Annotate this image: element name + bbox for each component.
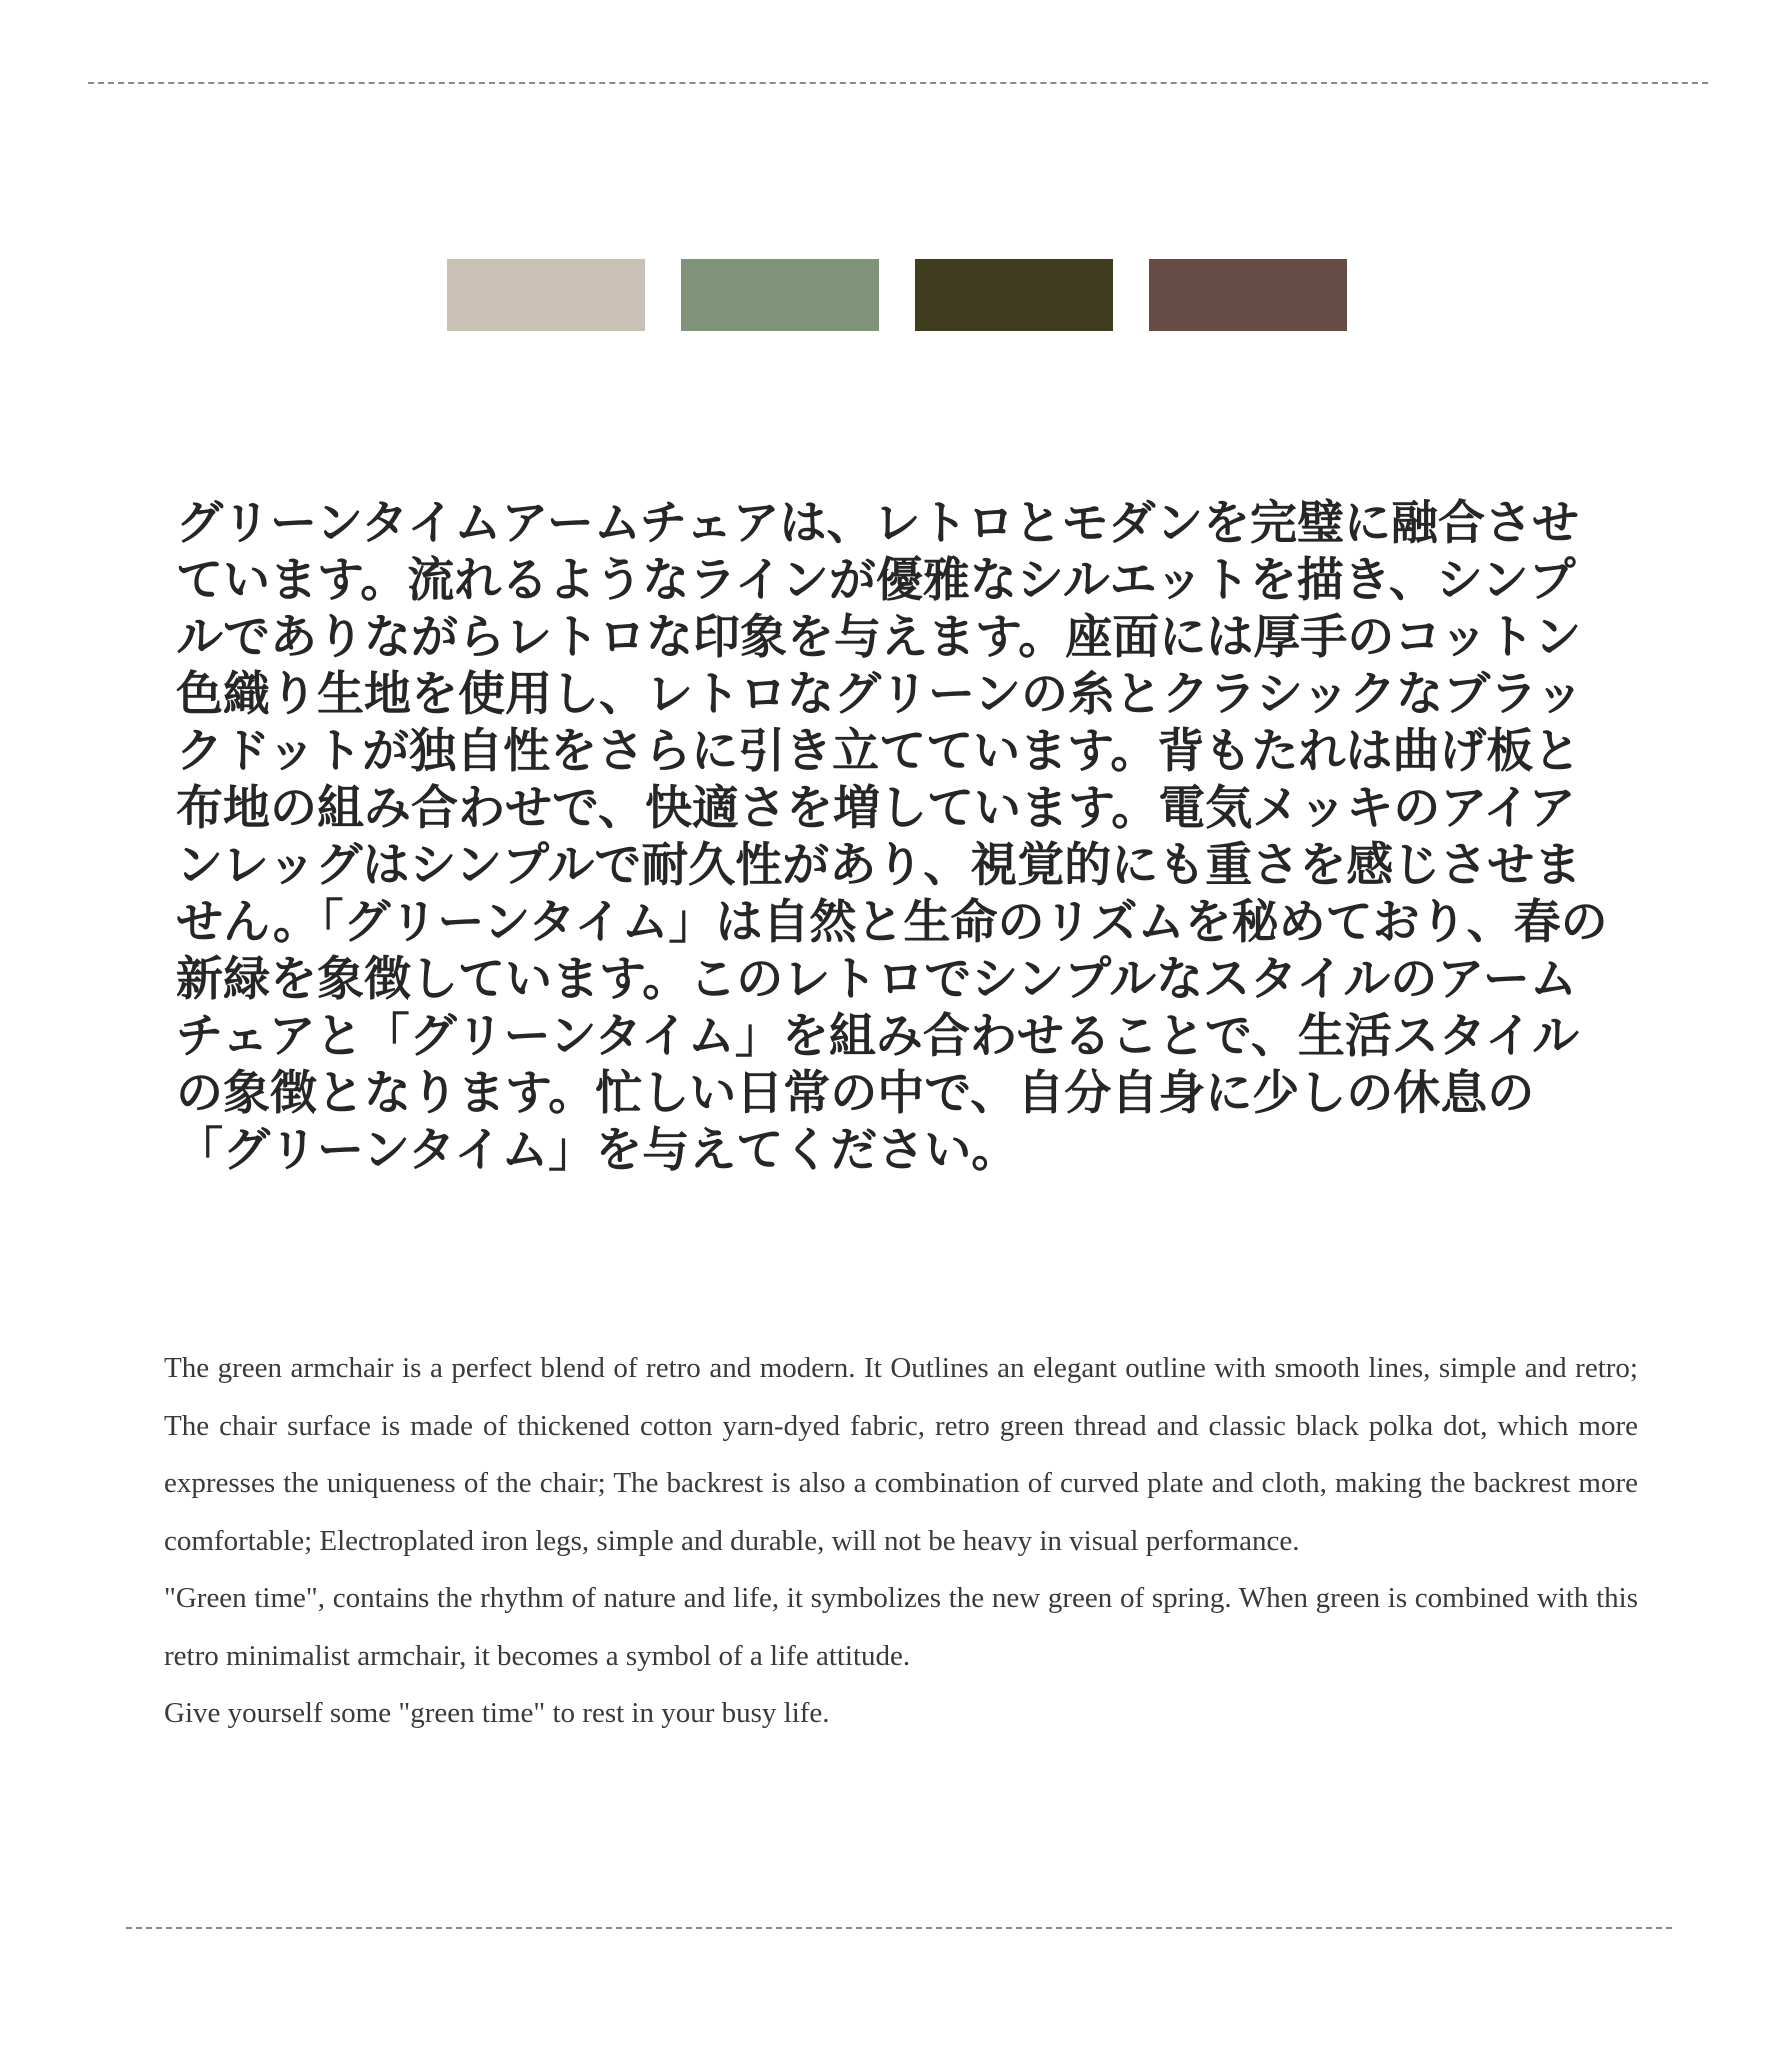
- bottom-dashed-divider: [126, 1927, 1672, 1929]
- top-dashed-divider: [88, 82, 1708, 84]
- color-swatch-sage: [681, 259, 879, 331]
- english-paragraph-2: "Green time", contains the rhythm of nature and life, it symbolizes the new green of spring. When green is combined with this retro minimalist armchair, it becomes a symbol of a life attitude.: [164, 1582, 1638, 1672]
- color-palette: [447, 259, 1347, 331]
- color-swatch-brown: [1149, 259, 1347, 331]
- color-swatch-beige: [447, 259, 645, 331]
- color-swatch-olive: [915, 259, 1113, 331]
- english-paragraph-1: The green armchair is a perfect blend of retro and modern. It Outlines an elegant outline with smooth lines, simple and retro; The chair surface is made of thickened cotton yarn-dyed fabric, retro green thread and classic black polka dot, which more expresses the uniqueness of the chair; The backrest is also a combination of curved plate and cloth, making the backrest more comfortable; Electroplated iron legs, simple and durable, will not be heavy in visual performance.: [164, 1352, 1638, 1557]
- japanese-description-text: グリーンタイムアームチェアは、レトロとモダンを完璧に融合させています。流れるようなラインが優雅なシルエットを描き、シンプルでありながらレトロな印象を与えます。座面には厚手のコットン色織り生地を使用し、レトロなグリーンの糸とクラシックなブラックドットが独自性をさらに引き立てています。背もたれは曲げ板と布地の組み合わせで、快適さを増しています。電気メッキのアイアンレッグはシンプルで耐久性があり、視覚的にも重さを感じさせません。「グリーンタイム」は自然と生命のリズムを秘めており、春の新緑を象徴しています。このレトロでシンプルなスタイルのアームチェアと「グリーンタイム」を組み合わせることで、生活スタイルの象徴となります。忙しい日常の中で、自分自身に少しの休息の「グリーンタイム」を与えてください。: [176, 496, 1608, 1178]
- japanese-description: [176, 495, 1616, 1179]
- english-paragraph-3: Give yourself some "green time" to rest in your busy life.: [164, 1697, 830, 1729]
- english-description: [164, 1340, 1638, 1743]
